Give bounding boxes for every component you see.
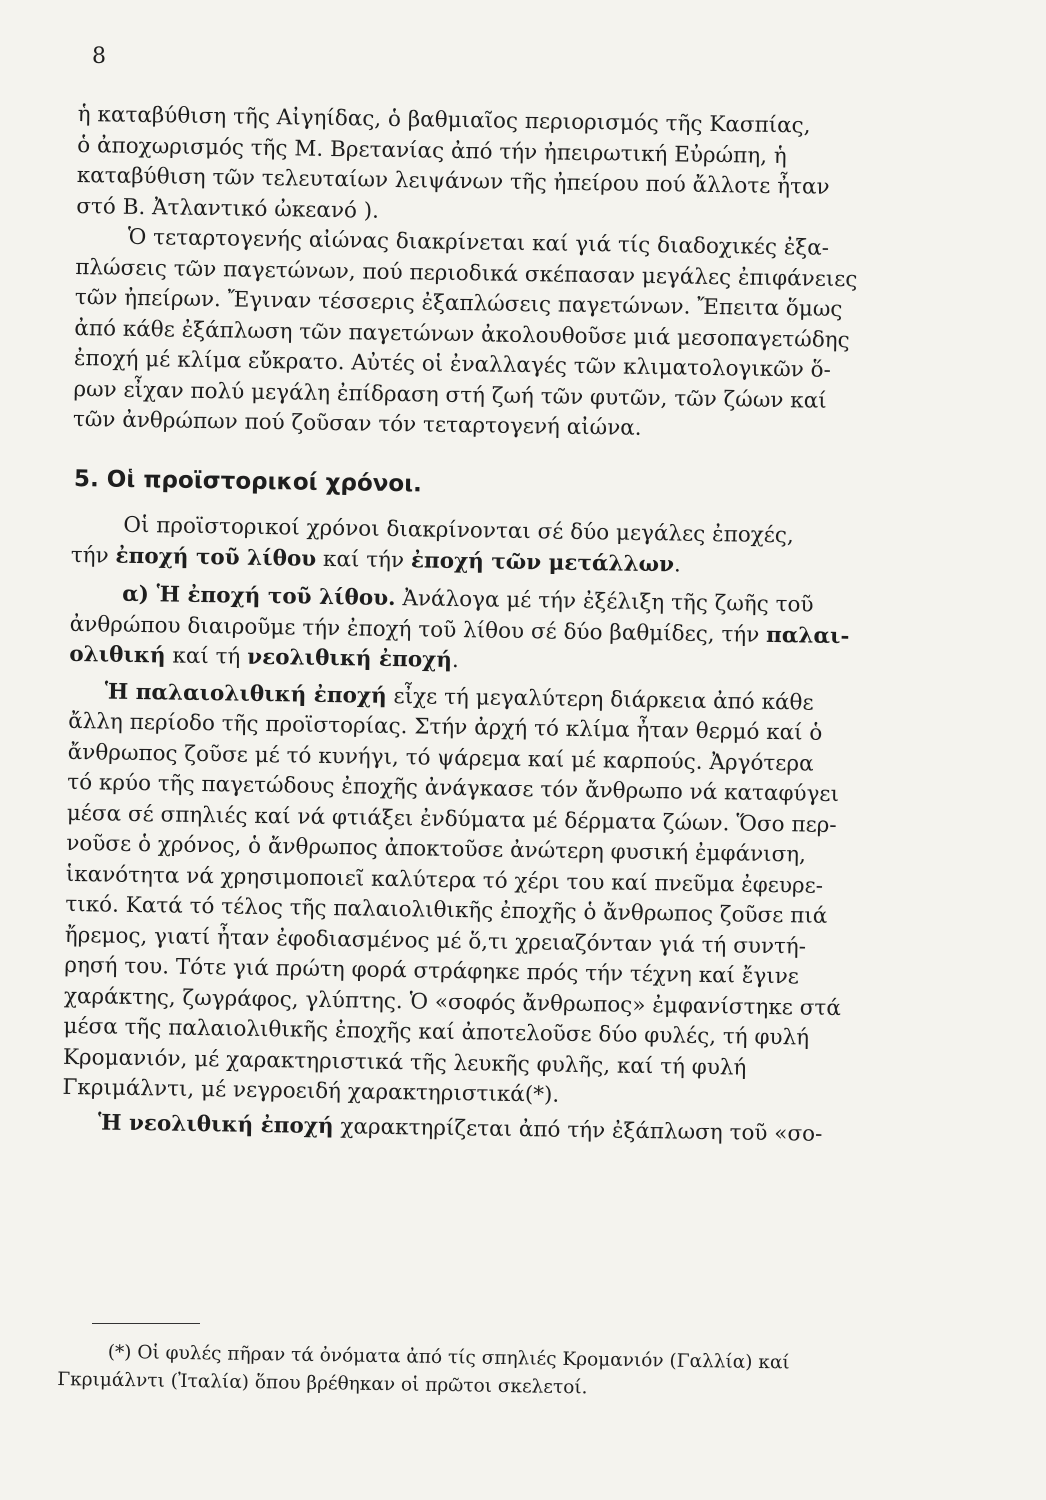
text-run: καί τή [165,643,248,670]
intro-paragraph [76,100,938,235]
text-line: τῶν ἠπείρων. Ἔγιναν τέσσερις ἐξαπλώσεις παγετώνων. Ἔπειτα ὅμως [74,284,843,323]
bold-term: ἐποχή τῶν μετάλλων [410,547,675,577]
footnote-line: Γκριμάλντι (Ἰταλία) ὅπου βρέθηκαν οἱ πρῶτοι σκελετοί. [57,1368,588,1399]
bold-term: ολιθική [69,641,166,669]
subsection-label: α) Ἡ ἐποχή τοῦ λίθου. [122,581,396,612]
page-number: 8 [92,44,106,69]
text-line: ἤρεμος, γιατί ἦταν ἐφοδιασμένος μέ ὅ,τι χρειαζόνταν γιά τή συντή- [64,922,807,960]
text-line: Οἱ προϊστορικοί χρόνοι διακρίνονται σέ δύο μεγάλες ἐποχές, [123,512,794,549]
text-line: πλώσεις τῶν παγετώνων, πού περιοδικά σκέπασαν μεγάλες ἐπιφάνειες [75,254,858,292]
text-line: ἀπό κάθε ἐξάπλωση τῶν παγετώνων ἀκολουθοῦσε μιά μεσοπαγετώδης [74,315,850,353]
text-line: ἡ καταβύθιση τῆς Αἰγηίδας, ὁ βαθμιαῖος περιορισμός τῆς Κασπίας, [77,101,811,139]
text-run: Ἀνάλογα μέ τήν ἐξέλιξη τῆς ζωῆς τοῦ [395,586,814,618]
text-line: Γκριμάλντι, μέ νεγροειδή χαρακτηριστικά(*). [62,1074,560,1108]
text-line: ὁ ἀποχωρισμός τῆς Μ. Βρετανίας ἀπό τήν ἠπειρωτική Εὐρώπη, ἡ [77,132,787,169]
text-line: μέσα τῆς παλαιολιθικῆς ἐποχῆς καί ἀποτελοῦσε δύο φυλές, τή φυλή [63,1013,810,1051]
footnote-divider [92,1323,200,1324]
text-line: ἄλλη περίοδο τῆς προϊστορίας. Στήν ἀρχή τό κλίμα ἦταν θερμό καί ὁ [68,708,823,746]
text-line: νοῦσε ὁ χρόνος, ὁ ἄνθρωπος ἀποκτοῦσε ἀνώτερη φυσική ἐμφάνιση, [66,830,807,868]
prehistoric-paragraph [71,510,932,585]
text-line: Κρομανιόν, μέ χαρακτηριστικά τῆς λευκῆς φυλῆς, καί τή φυλή [62,1044,747,1081]
section-heading: 5. Οἱ προϊστορικοί χρόνοι. [73,465,423,497]
bold-term: νεολιθική ἐποχή [247,644,453,673]
text-line: ἱκανότητα νά χρησιμοποιεῖ καλύτερα τό χέρι του καί πνεῦμα ἐφευρε- [65,861,824,899]
text-run: καί τήν [316,546,412,573]
text-run: τήν [70,542,116,569]
footnote [57,1338,918,1408]
paleolithic-paragraph [62,676,929,1116]
text-line: ρων εἶχαν πολύ μεγάλη ἐπίδραση στή ζωή τῶν φυτῶν, τῶν ζώων καί [73,376,827,414]
text-run: . [673,551,682,578]
text-line: τικό. Κατά τό τέλος τῆς παλαιολιθικῆς ἐποχῆς ὁ ἄνθρωπος ζοῦσε πιά [65,891,828,929]
text-run: . [451,647,459,674]
text-line: Ὁ τεταρτογενής αἰώνας διακρίνεται καί γιά τίς διαδοχικές ἐξα- [127,224,830,261]
bold-term: ἐποχή τοῦ λίθου [115,543,317,572]
stone-age-paragraph [69,579,930,684]
bold-term: Ἡ νεολιθική ἐποχή [97,1109,334,1139]
quaternary-paragraph [73,222,936,449]
bold-term: παλαι- [765,622,850,649]
bold-term: Ἡ παλαιολιθική ἐποχή [104,678,387,709]
text-run: ἀνθρώπου διαιροῦμε τήν ἐποχή τοῦ λίθου σέ δύο βαθμίδες, τήν [69,611,767,648]
page-body [62,100,938,1151]
text-line: χαράκτης, ζωγράφος, γλύπτης. Ὁ «σοφός ἄνθρωπος» ἐμφανίστηκε στά [63,983,842,1021]
text-line: τό κρύο τῆς παγετώδους ἐποχῆς ἀνάγκασε τόν ἄνθρωπο νά καταφύγει [67,769,840,808]
text-line: μέσα σέ σπηλιές καί νά φτιάξει ἐνδύματα μέ δέρματα ζώων. Ὅσο περ- [66,800,837,838]
text-line: ἄνθρωπος ζοῦσε μέ τό κυνήγι, τό ψάρεμα καί μέ καρπούς. Ἀργότερα [67,739,814,777]
text-run: εἶχε τή μεγαλύτερη διάρκεια ἀπό κάθε [386,683,814,716]
text-line: ρησή του. Τότε γιά πρώτη φορά στράφηκε πρός τήν τέχνη καί ἔγινε [64,952,800,990]
footnote-line: (*) Οἱ φυλές πῆραν τά ὀνόματα ἀπό τίς σπηλιές Κρομανιόν (Γαλλία) καί [107,1341,790,1374]
text-run: χαρακτηρίζεται ἀπό τήν ἐξάπλωση τοῦ «σο- [333,1113,823,1147]
text-line: τῶν ἀνθρώπων πού ζοῦσαν τόν τεταρτογενή αἰώνα. [72,406,642,441]
text-line: στό Β. Ἀτλαντικό ὠκεανό ). [76,193,380,224]
text-line: ἐποχή μέ κλίμα εὔκρατο. Αὐτές οἱ ἐναλλαγές τῶν κλιματολογικῶν ὅ- [73,345,832,383]
text-line: καταβύθιση τῶν τελευταίων λειψάνων τῆς ἠπείρου πού ἄλλοτε ἦταν [76,162,830,200]
